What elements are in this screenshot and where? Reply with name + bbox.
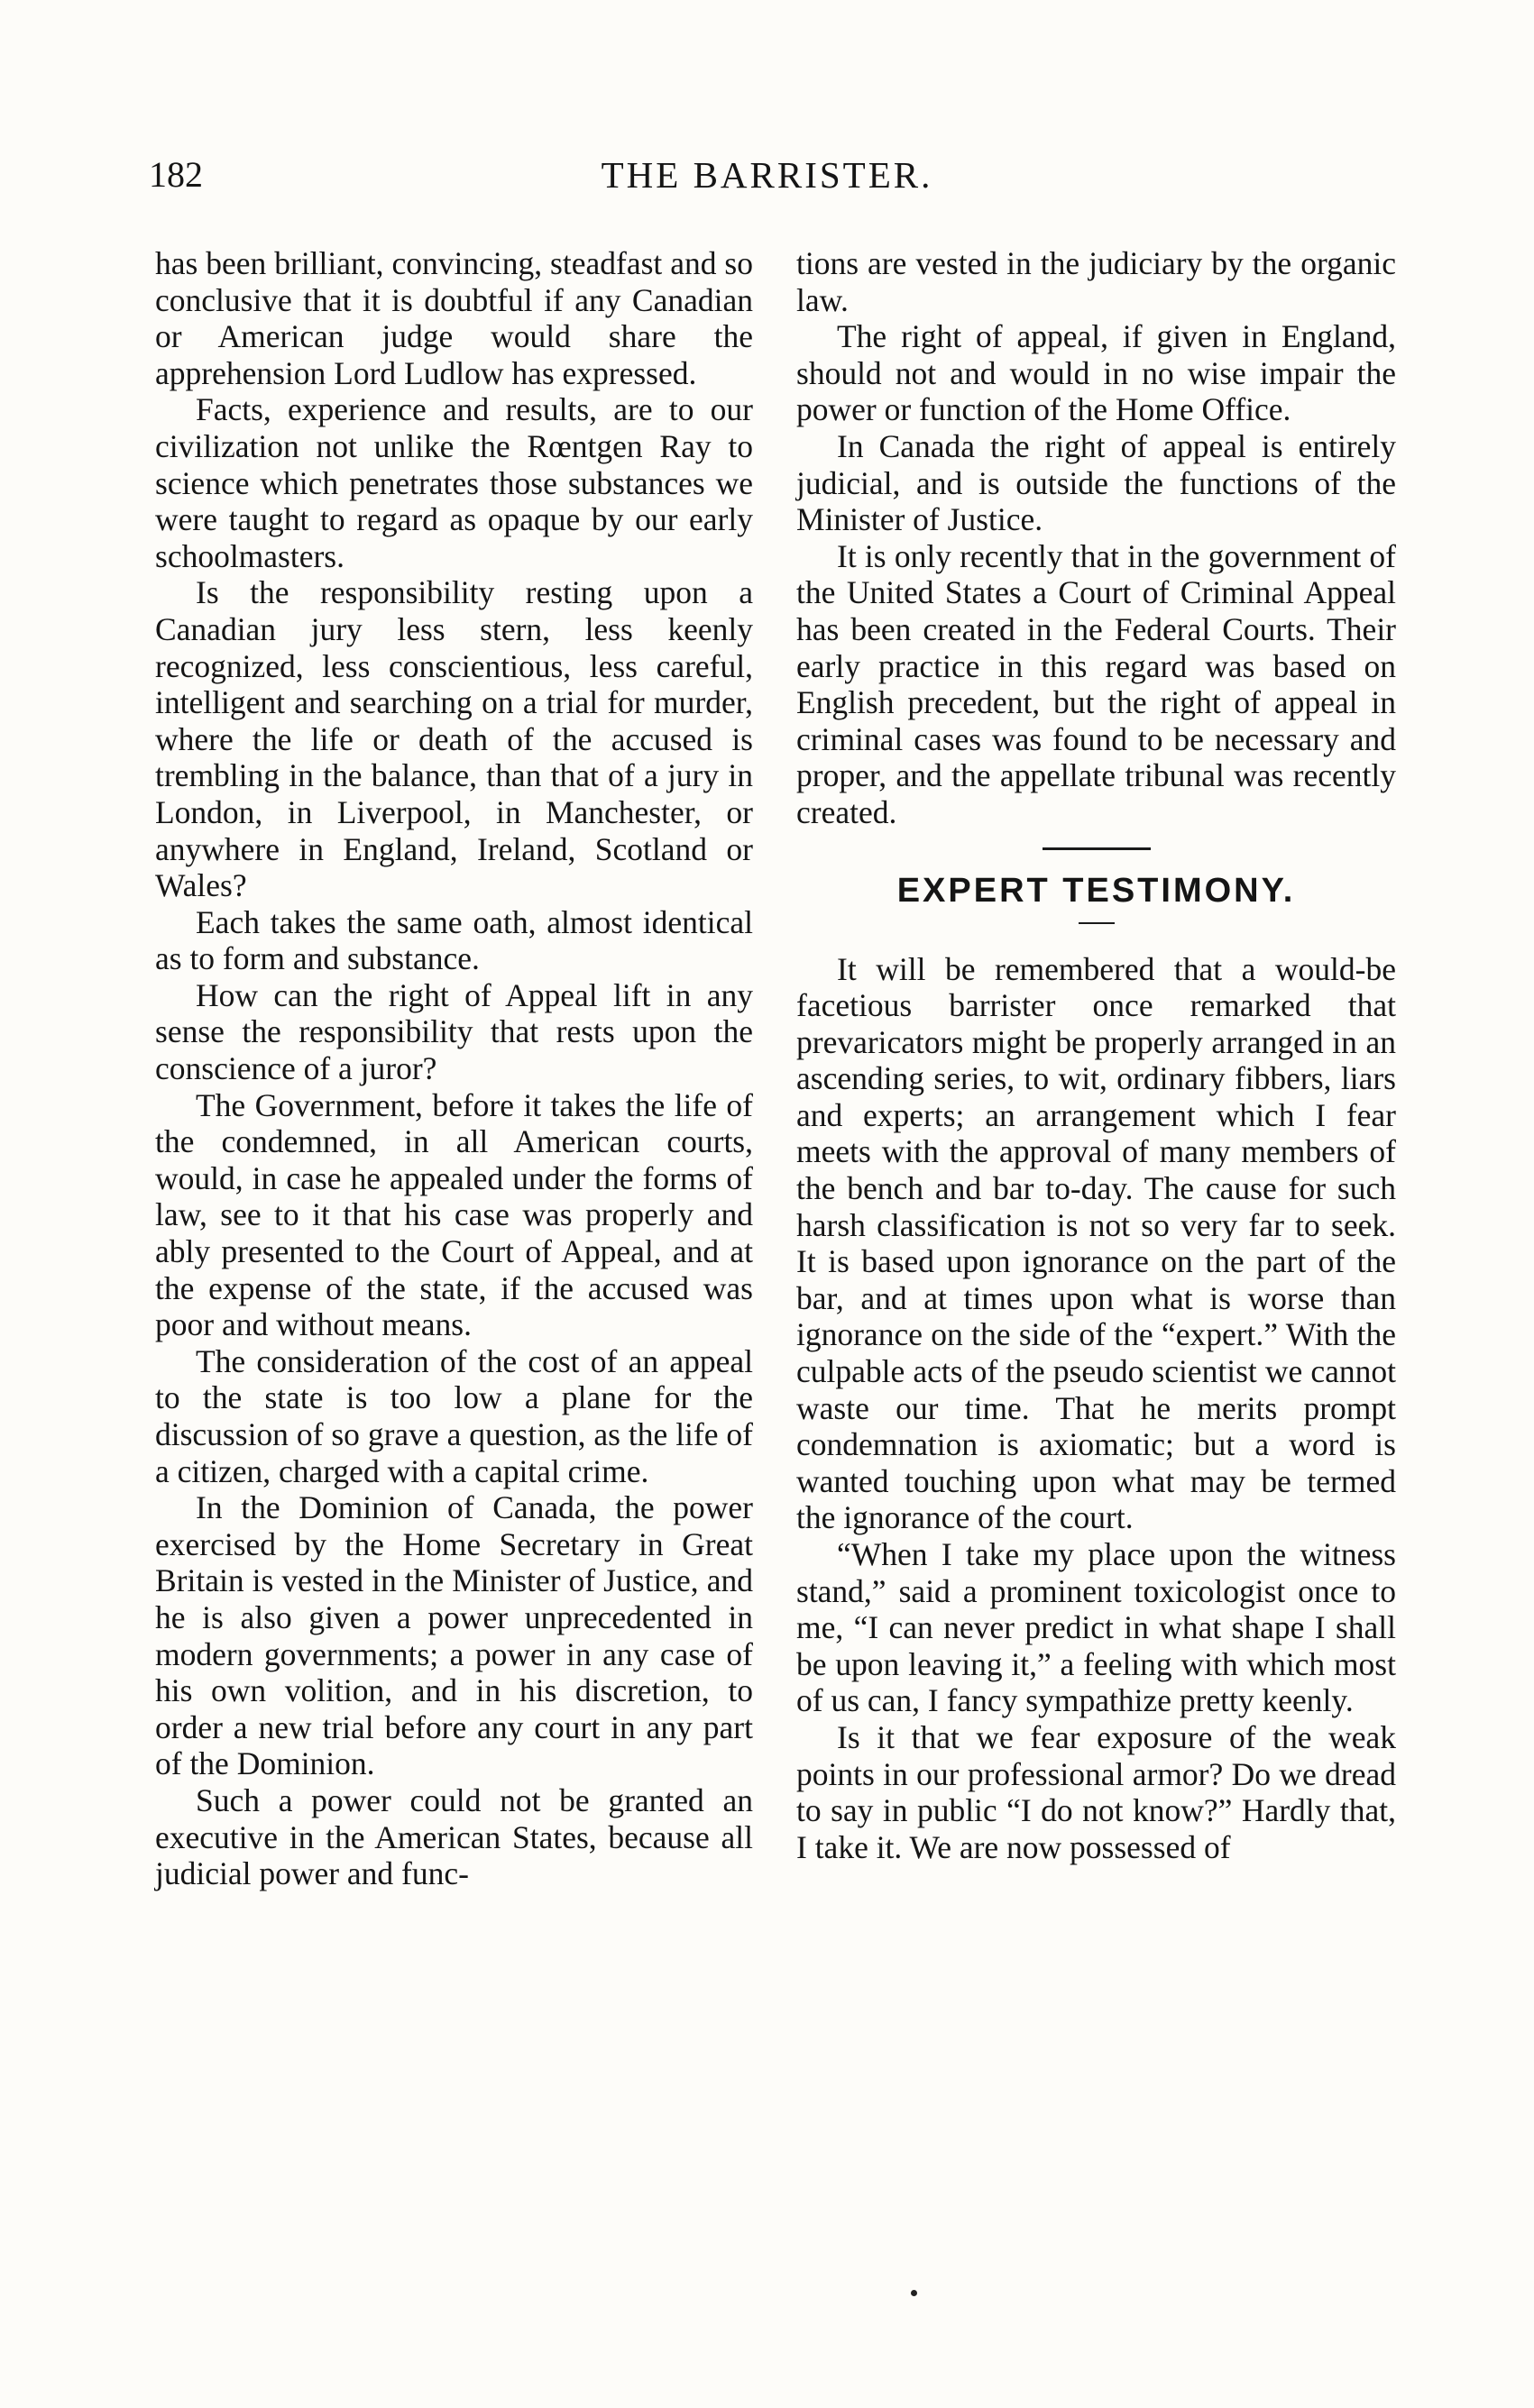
page-number: 182 (149, 154, 203, 195)
paragraph: Each takes the same oath, almost identical as to form and substance. (155, 903, 753, 977)
paragraph: Such a power could not be granted an executive in the American States, because all judicial power and func- (155, 1781, 753, 1892)
paragraph: In the Dominion of Canada, the power exercised by the Home Secretary in Great Britain is vested in the Minister of Justice, and he is also given a power unprecedented in modern governments; a power in any case of his own volition, and in his discretion, to order a new trial before any court in any part of the Dominion. (155, 1489, 753, 1782)
left-column (155, 245, 753, 1892)
paragraph: The right of appeal, if given in England, should not and would in no wise impair the power or function of the Home Office. (796, 318, 1396, 428)
paragraph: In Canada the right of appeal is entirely judicial, and is outside the functions of the Minister of Justice. (796, 427, 1396, 538)
right-column (796, 245, 1396, 1865)
printer-mark (911, 2290, 917, 2296)
paragraph: The consideration of the cost of an appeal to the state is too low a plane for the discussion of so grave a question, as the life of a citizen, charged with a capital crime. (155, 1342, 753, 1489)
paragraph: has been brilliant, convincing, steadfast and so conclusive that it is doubtful if any Canadian or American judge would share the apprehension Lord Ludlow has expressed. (155, 245, 753, 391)
paragraph: “When I take my place upon the witness stand,” said a prominent toxicologist once to me, “I can never predict in what shape I shall be upon leaving it,” a feeling with which most of us can, I fancy sympathize pretty keenly. (796, 1536, 1396, 1719)
section-heading: EXPERT TESTIMONY. (896, 871, 1296, 910)
paragraph: How can the right of Appeal lift in any sense the responsibility that rests upon the conscience of a juror? (155, 976, 753, 1087)
paragraph: The Government, before it takes the life of the condemned, in all American courts, would, in case he appealed under the forms of law, see to it that his case was properly and ably presented to the Court of Appeal, and at the expense of the state, if the accused was poor and without means. (155, 1086, 753, 1343)
heading-underline (1079, 922, 1115, 924)
paragraph: Is it that we fear exposure of the weak points in our professional armor? Do we dread to say in public “I do not know?” Hardly that, I take it. We are now possessed of (796, 1718, 1396, 1865)
paragraph: It is only recently that in the government of the United States a Court of Criminal Appeal has been created in the Federal Courts. Their early practice in this regard was based on English precedent, but the right of appeal in criminal cases was found to be necessary and proper, and the appellate tribunal was recently created. (796, 537, 1396, 830)
page-header (0, 153, 1534, 207)
running-title: THE BARRISTER. (601, 154, 933, 196)
paragraph: Facts, experience and results, are to our civilization not unlike the Rœntgen Ray to science which penetrates those substances we were taught to regard as opaque by our early schoolmasters. (155, 391, 753, 574)
paragraph: It will be remembered that a would-be facetious barrister once remarked that prevaricators might be properly arranged in an ascending series, to wit, ordinary fibbers, liars and experts; an arrangement which I fear meets with the approval of many members of the bench and bar to-day. The cause for such harsh classification is not so very far to seek. It is based upon ignorance on the part of the bar, and at times upon what is worse than ignorance on the side of the “expert.” With the culpable acts of the pseudo scientist we cannot waste our time. That he merits prompt condemnation is axiomatic; but a word is wanted touching upon what may be termed the ignorance of the court. (796, 950, 1396, 1536)
paragraph: Is the responsibility resting upon a Canadian jury less stern, less keenly recognized, less conscientious, less careful, intelligent and searching on a trial for murder, where the life or death of the accused is trembling in the balance, than that of a jury in London, in Liverpool, in Manchester, or anywhere in England, Ireland, Scotland or Wales? (155, 574, 753, 904)
paragraph: tions are vested in the judiciary by the organic law. (796, 245, 1396, 318)
section-divider (1043, 847, 1151, 850)
